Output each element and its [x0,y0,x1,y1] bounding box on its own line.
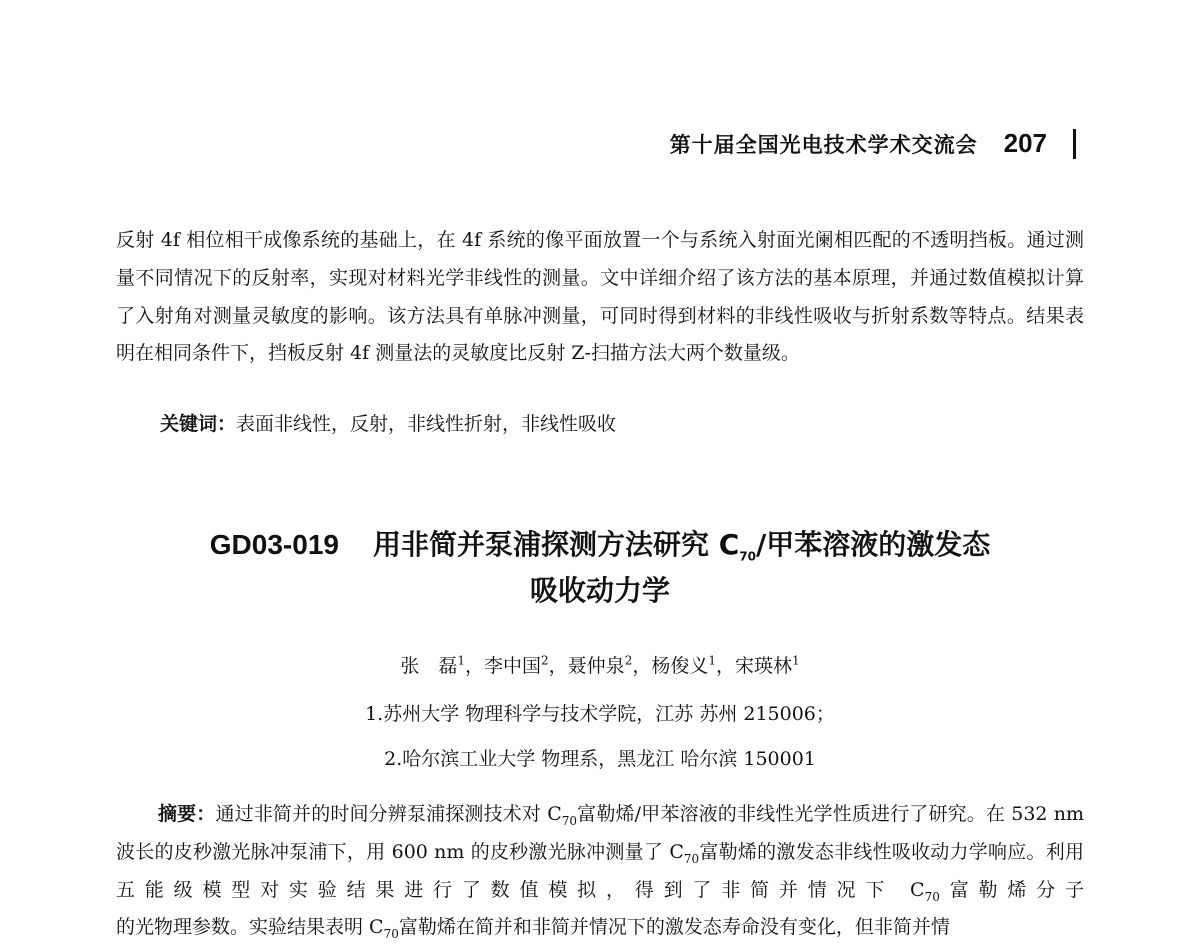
abstract-text: 富勒烯在简并和非简并情况下的激发态寿命没有变化，但非简并情 [398,916,950,939]
author-affiliation-mark: 1 [708,653,716,668]
abstract-text: 的光物理参数。实验结果表明 C [116,916,384,939]
abstract-line-last [116,916,950,942]
author-separator: ， [632,655,652,677]
title-subscript: 70 [739,549,756,564]
paper-title [0,522,1200,614]
author-affiliation-mark: 2 [624,653,633,668]
conference-title: 第十届全国光电技术学术交流会 [669,132,978,157]
paper-title-line-2: 吸收动力学 [529,574,670,607]
author-name: 宋瑛林 [735,655,793,677]
abstract-text: 富勒烯/甲苯溶液的非线性光学性质进行了研究。 [577,803,986,825]
author-affiliation-mark: 1 [457,653,465,668]
title-text-before: 用非简并泵浦探测方法研究 C [372,528,740,561]
abstract-text: 富勒烯的激发态非线性 [699,840,892,863]
keywords-line [160,408,616,440]
affiliation-2: 2.哈尔滨工业大学 物理系，黑龙江 哈尔滨 150001 [384,748,816,770]
previous-abstract-line: 描方法大两个数量级。 [609,342,800,365]
previous-abstract-line: 的非线性吸收与折射系数等特点。结果表明在相同条件下，挡板反射 4f 测量法的灵敏度比反射 Z-扫 [116,304,1084,365]
abstract-text: 在 532 nm 波长的皮秒激光脉冲泵浦下，用 600 nm 的皮秒激光脉冲测量了 C [116,803,1084,863]
author-name: 张 磊 [400,655,458,677]
page-number: 207 [1003,128,1047,158]
abstract-subscript: 70 [924,889,940,904]
author-separator: ， [716,655,736,677]
abstract-label: 摘要： [158,803,216,825]
abstract-subscript: 70 [561,813,578,828]
abstract-text: 吸收动力学响应。利用五能级模型对实验结果进行了数值模拟，得到了非简并情况下 C [116,840,1084,901]
affiliation-1: 1.苏州大学 物理科学与技术学院，江苏 苏州 215006； [365,703,835,725]
previous-abstract-line: 原理，并通过数值模拟计算了入射角对测量灵敏度的影响。该方法具有单脉冲测量，可同时得到材料 [116,266,1084,327]
abstract [116,796,1084,947]
running-header [670,128,1076,159]
abstract-text: 富勒烯分子 [939,878,1084,901]
author-affiliation-mark: 1 [792,653,800,668]
author-name: 李中国 [484,655,542,677]
author-name: 杨俊义 [651,655,709,677]
author-separator: ， [464,655,484,677]
previous-abstract-continuation [116,222,1084,373]
keywords-label: 关键词： [160,413,237,435]
abstract-body [116,803,1084,942]
paper-code: GD03-019 [209,529,339,560]
keywords-text: 表面非线性，反射，非线性折射，非线性吸收 [236,413,617,435]
previous-abstract-line: 反射 4f 相位相干成像系统的基础上，在 4f 系统的像平面放置一个与系统入射面光阑相匹配的不透明 [116,229,969,251]
header-rule [1073,129,1076,159]
author-list [0,652,1200,680]
paper-title-line-1 [0,522,1200,568]
author-name: 聂仲泉 [567,655,625,677]
abstract-subscript: 70 [683,851,700,866]
author-separator: ， [548,655,568,677]
abstract-text: 通过非简并的时间分辨泵浦探测技术对 C [215,803,562,825]
previous-abstract-line: 挡板。通过测量不同情况下的反射率，实现对材料光学非线性的测量。文中详细介绍了该方法的基本 [116,229,1084,289]
title-text-after: /甲苯溶液的激发态 [755,528,991,561]
abstract-subscript: 70 [383,927,399,942]
author-affiliation-mark: 2 [541,653,549,668]
